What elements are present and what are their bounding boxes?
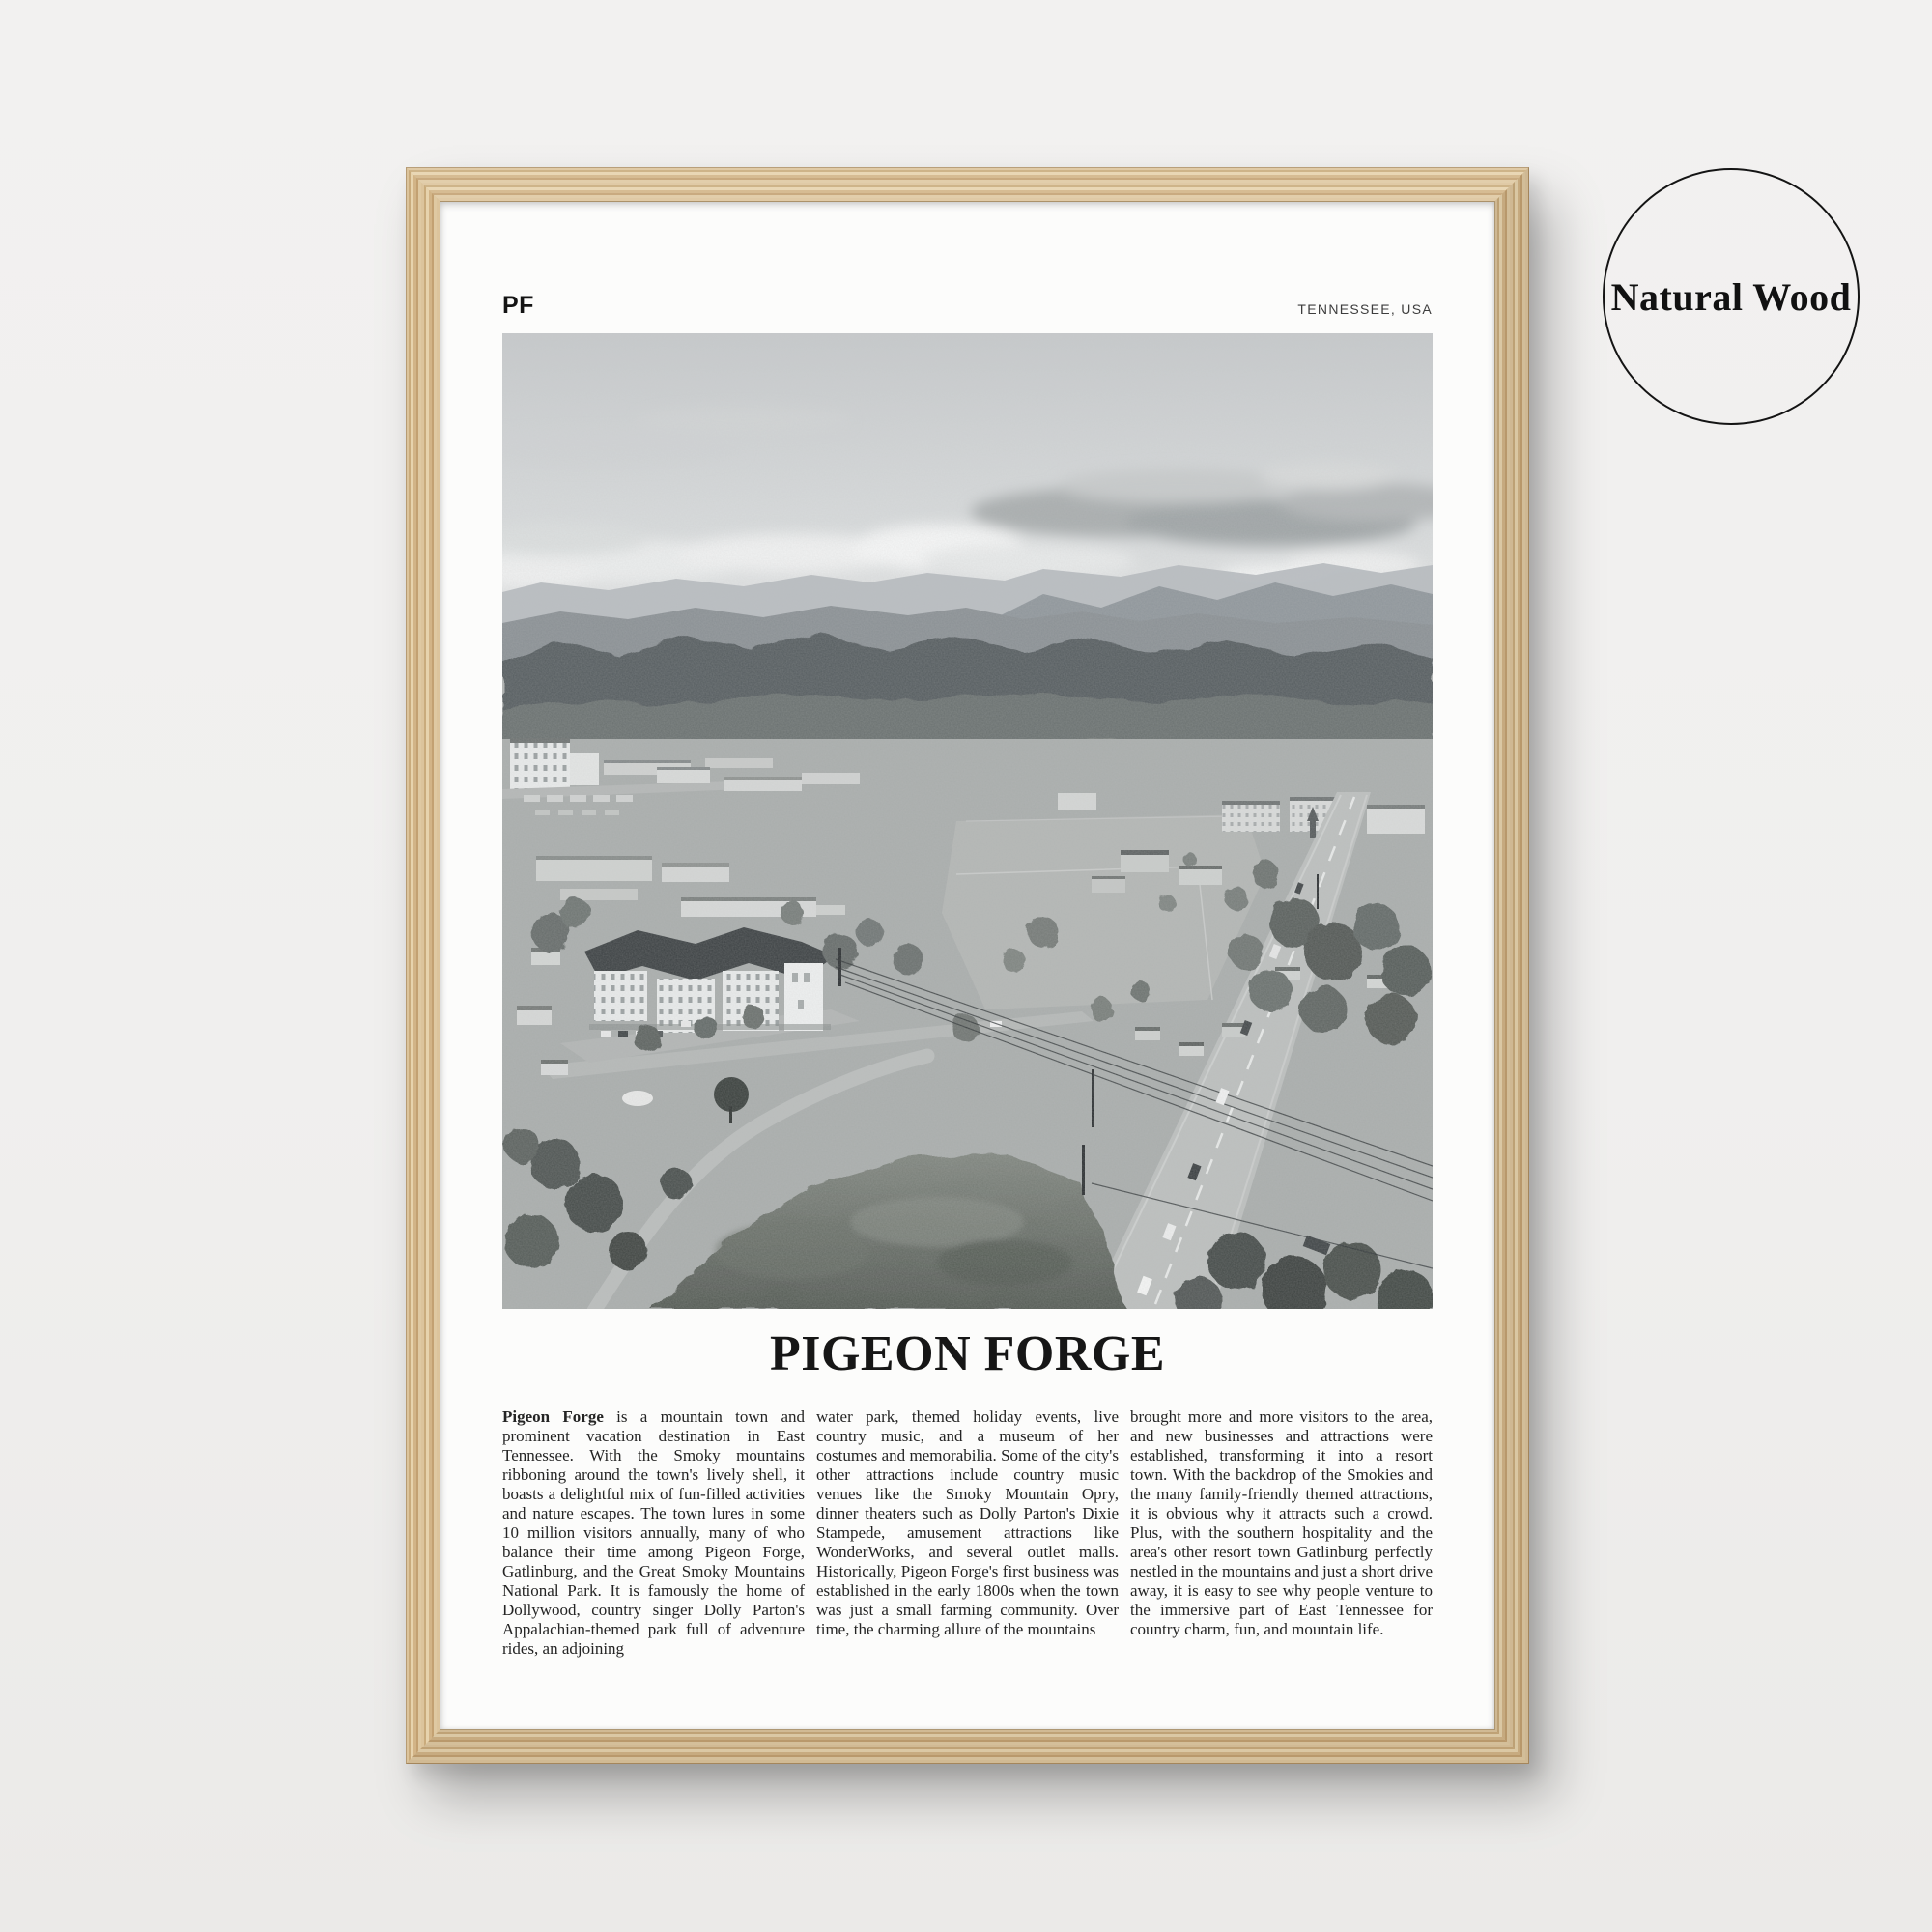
article-column-3-text: brought more and more visitors to the area, and new businesses and attractions were established, transforming it into a resort town. With the backdrop of the Smokies and the many family-friendly themed attractions, it is obvious why it attracts such a crowd. Plus, with the southern hospitality and the area's other resort town Gatlinburg perfectly nestled in the mountains and just a short drive away, it is easy to see why people venture to the immersive part of East Tennessee for country charm, fun, and mountain life. — [1130, 1407, 1433, 1638]
poster — [440, 202, 1494, 1729]
frame-wood-bottom — [406, 1729, 1529, 1764]
article-column-2-text: water park, themed holiday events, live country music, and a museum of her costumes and memorabilia. Some of the city's other attractions include country music venues like the Smoky Mountain Opry, dinner theaters such as Dolly Parton's Dixie Stampede, amusement attractions like WonderWorks, and several outlet malls. Historically, Pigeon Forge's first business was established in the early 1800s when the town was just a small farming community. Over time, the charming allure of the mountains — [816, 1407, 1119, 1638]
poster-photo — [502, 333, 1433, 1309]
article-lead: Pigeon Forge — [502, 1407, 604, 1426]
article-column-3 — [1130, 1407, 1433, 1659]
article-column-1 — [502, 1407, 805, 1659]
article-column-2 — [816, 1407, 1119, 1659]
frame-style-badge — [1603, 168, 1860, 425]
poster-article — [502, 1407, 1433, 1659]
poster-title: PIGEON FORGE — [769, 1326, 1166, 1381]
badge-label: Natural Wood — [1610, 274, 1852, 319]
poster-header — [502, 271, 1433, 318]
frame-wood-top — [406, 167, 1529, 202]
article-column-1-text: is a mountain town and prominent vacation destination in East Tennessee. With the Smoky mountains ribboning around the town's lively shell, it boasts a delightful mix of fun-filled activities and nature escapes. The town lures in some 10 million visitors annually, many of who balance their time among Pigeon Forge, Gatlinburg, and the Great Smoky Mountains National Park. It is famously the home of Dollywood, country singer Dolly Parton's Appalachian-themed park full of adventure rides, an adjoining — [502, 1407, 805, 1658]
frame-wood-left — [406, 167, 440, 1764]
poster-location: TENNESSEE, USA — [1297, 301, 1433, 318]
poster-monogram: PF — [502, 292, 534, 319]
picture-frame — [406, 167, 1529, 1764]
frame-wood-right — [1494, 167, 1529, 1764]
